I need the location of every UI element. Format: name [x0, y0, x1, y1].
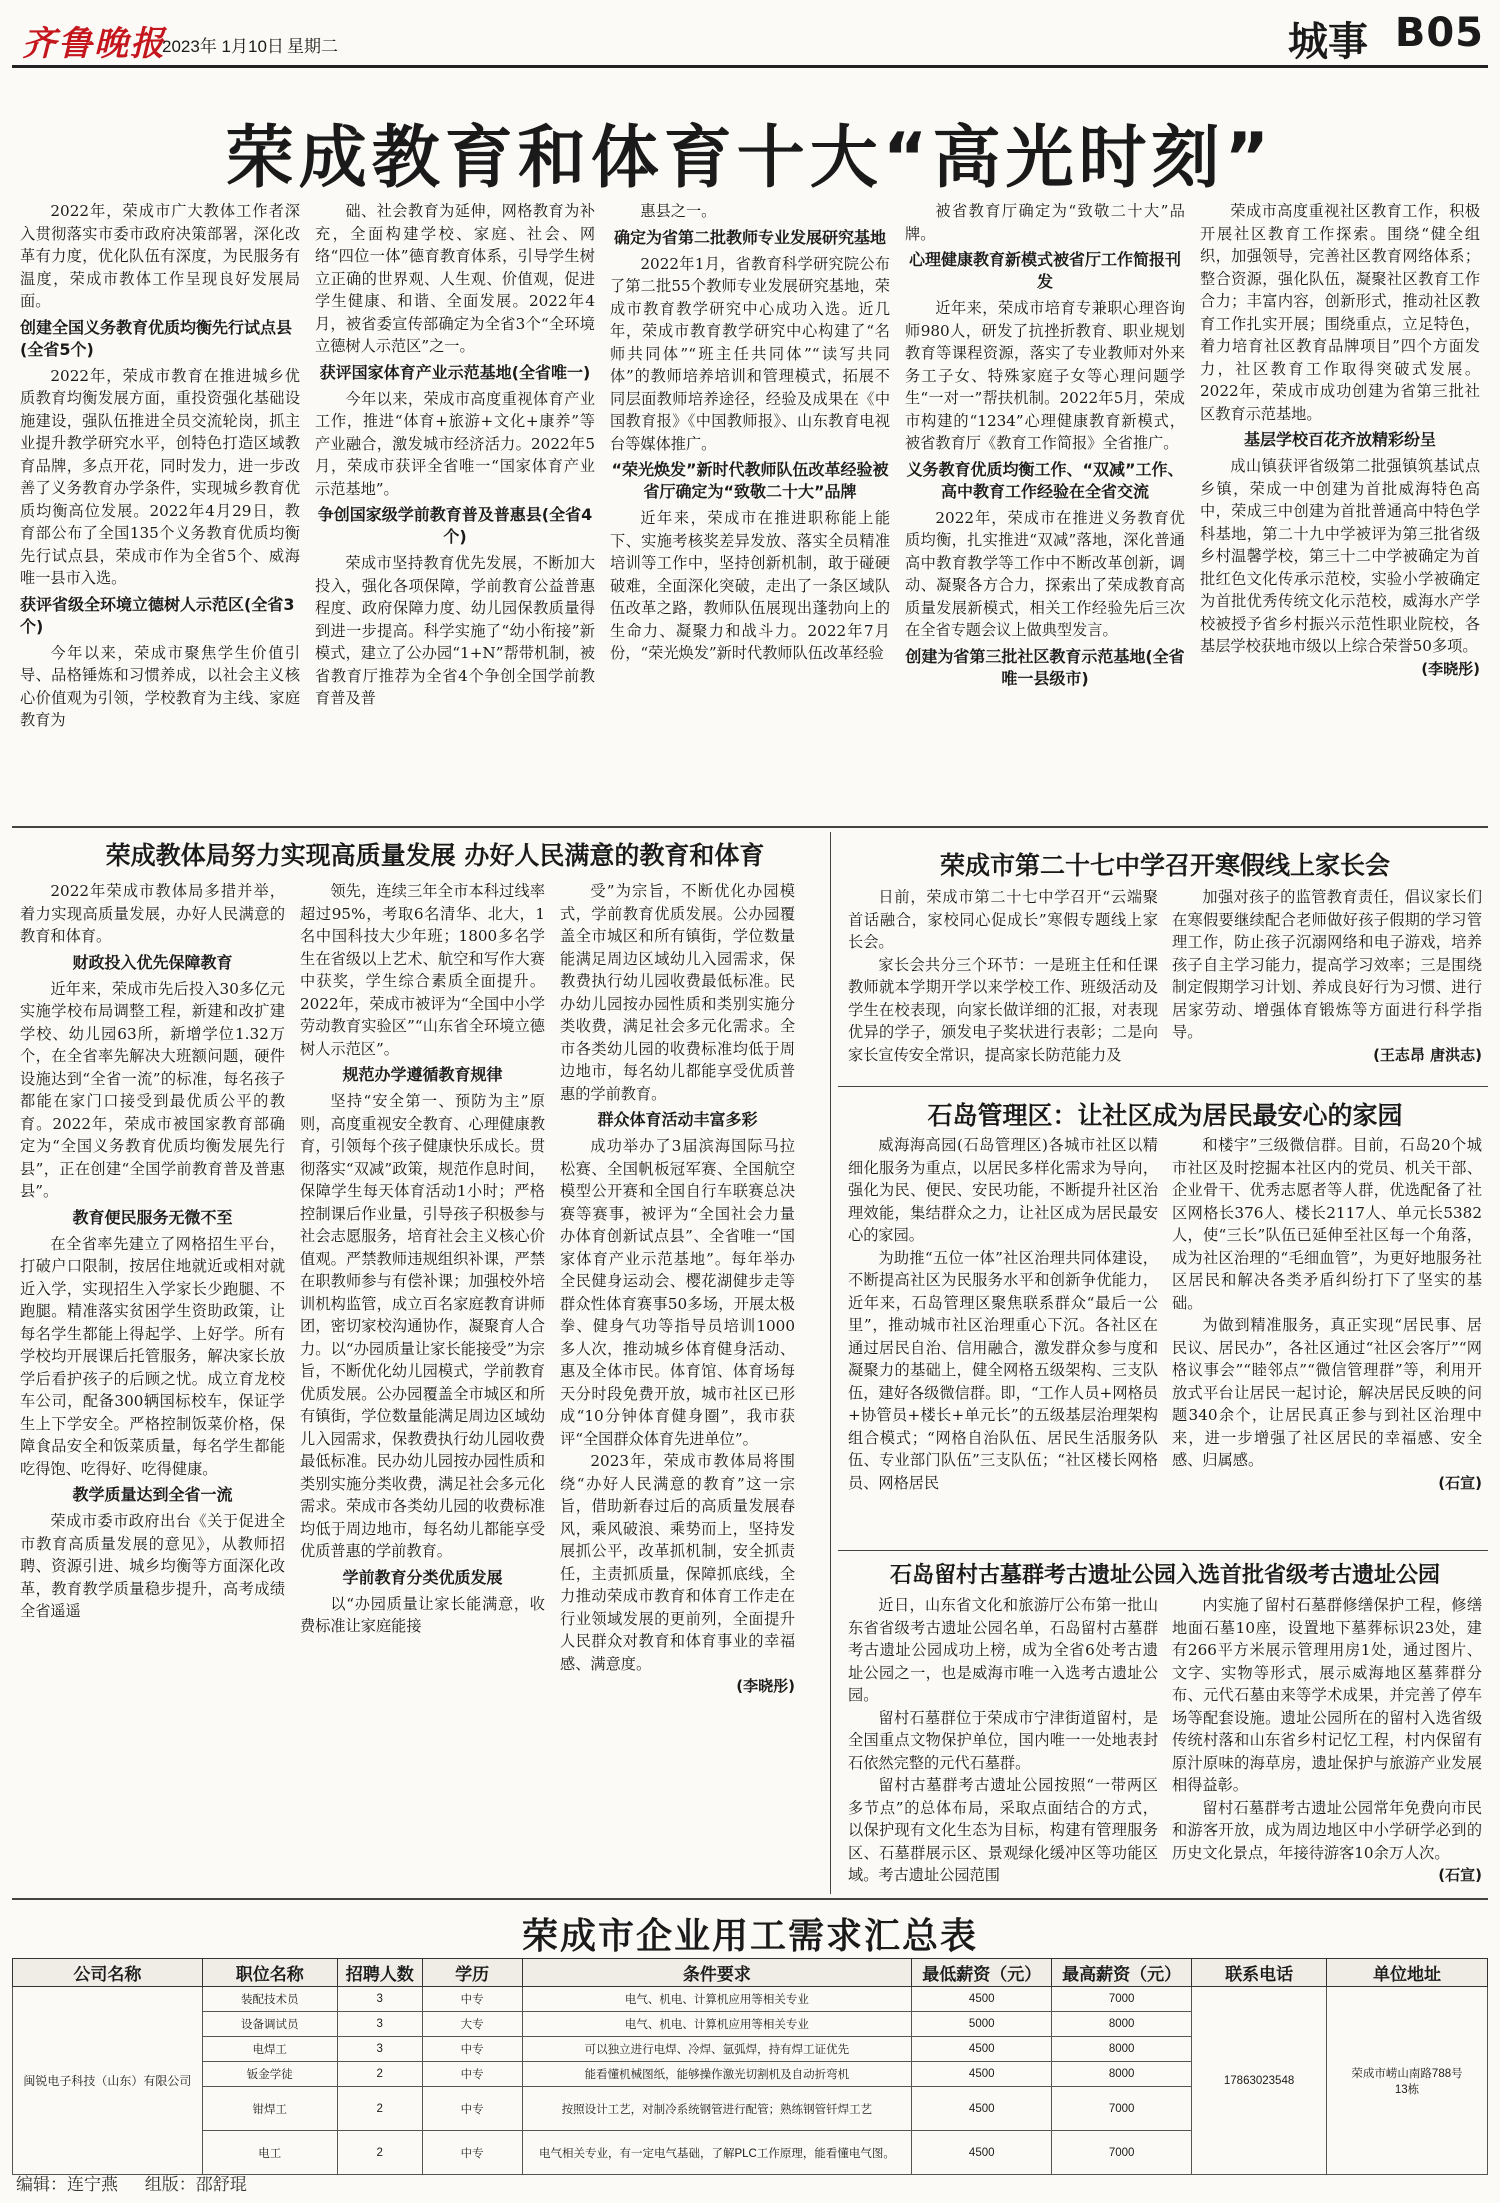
- subheading: 心理健康教育新模式被省厅工作简报刊发: [908, 250, 1181, 291]
- column-header: 最低薪资（元）: [912, 1959, 1052, 1987]
- subheading: 创建为省第三批社区教育示范基地(全省唯一县级市): [905, 646, 1185, 688]
- table-cell: 钳焊工: [202, 2087, 337, 2131]
- paragraph: 近年来，荣成市培育专兼职心理咨询师980人，研发了抗挫折教育、职业规划教育等课程资源，落实了专业教师对外来务工子女、特殊家庭子女等心理问题学生“一对一”帮扶机制。2022年5月，荣成市构建的“1234”心理健康教育新模式，被省教育厅《教育工作简报》全省推广。: [905, 299, 1185, 452]
- subheading: 基层学校百花齐放精彩纷呈: [1243, 430, 1436, 449]
- table-cell: 2: [337, 2087, 422, 2131]
- paragraph: 成山镇获评省级第二批强镇筑基试点乡镇，荣成一中创建为首批威海特色高中，荣成三中创建为首批普通高中特色学科基地，第二十九中学被评为第三批省级乡村温馨学校，第三十二中学被确定为首批红色文化传承示范校，实验小学被确定为首批优秀传统文化示范校，威海水产学校被授予省乡村振兴示范性职业院校，各基层学校获地市级以上综合荣誉50多项。: [1200, 457, 1480, 655]
- paragraph: 在全省率先建立了网格招生平台，打破户口限制，按居住地就近或相对就近入学，实现招生入学家长少跑腿、不跑腿。精准落实贫困学生资助政策，让每名学生都能上得起学、上好学。所有学校均开展课后托管服务，解决家长放学后看护孩子的后顾之忧。成立育龙校车公司，配备300辆国标校车，保证学生上下学安全。严格控制饭菜价格，保障食品安全和饭菜质量，每名学生都能吃得饱、吃得好、吃得健康。: [20, 1234, 285, 1478]
- table-cell: 3: [337, 1987, 422, 2012]
- paragraph: 2022年，荣成市教育在推进城乡优质教育均衡发展方面，重投资强化基础设施建设，强队伍推进全员交流轮岗，抓主业提升教学研究水平，创特色打造区域教育品牌，多点开花，同时发力，进一步改善了义务教育办学条件，实现城乡教育优质均衡高位发展。2022年4月29日，教育部公布了全国135个义务教育优质均衡先行试点县，荣成市作为全省5个、威海唯一县市入选。: [20, 366, 300, 587]
- paragraph: 近年来，荣成市先后投入30多亿元实施学校布局调整工程，新建和改扩建学校、幼儿园63所，新增学位1.32万个，在全省率先解决大班额问题，硬件设施达到“全省一流”的标准，每名孩子都能在家门口接受到最优质公平的教育。2022年，荣成市被国家教育部确定为“全国义务教育优质均衡发展先行县”，正在创建“全国学前教育普及普惠县”。: [20, 979, 285, 1200]
- story5-column-2: [1172, 1594, 1482, 1890]
- table-cell: 2: [337, 2131, 422, 2175]
- table-cell: 4500: [912, 2087, 1052, 2131]
- paragraph: 和楼宇”三级微信群。目前，石岛20个城市社区及时挖掘本社区内的党员、机关干部、企业骨干、优秀志愿者等人群，优选配备了社区网格长376人、楼长2117人、单元长5382人，使“三长”队伍已延伸至社区每一个角落，成为社区治理的“毛细血管”，为更好地服务社区居民和解决各类矛盾纠纷打下了坚实的基础。: [1172, 1136, 1482, 1312]
- table-header-row: [13, 1959, 1488, 1987]
- table-cell: 5000: [912, 2012, 1052, 2037]
- story4-column-2: [1172, 1134, 1482, 1544]
- table-cell: 中专: [422, 2062, 522, 2087]
- paragraph: 2023年，荣成市教体局将围绕“办好人民满意的教育”这一宗旨，借助新春过后的高质量发展春风，乘风破浪、乘势而上，坚持发展抓公平，改革抓机制，安全抓责任，主责抓质量，保障抓底线，全力推动荣成市教育和体育工作走在行业领域发展的更前列，全面提升人民群众对教育和体育事业的幸福感、满意度。: [560, 1452, 795, 1673]
- issue-weekday: 星期二: [287, 37, 338, 56]
- table-row: [13, 1987, 1488, 2012]
- subheading: 教育便民服务无微不至: [72, 1207, 233, 1227]
- story3-column-2: [1172, 886, 1482, 1066]
- paragraph: 近年来，荣成市在推进职称能上能下、实施考核奖差异发放、落实全员精准培训等工作中，坚持创新机制，敢于碰硬破难，全面深化突破，走出了一条区域队伍改革之路，教师队伍展现出蓬勃向上的生命力、凝聚力和战斗力。2022年7月份，“荣光焕发”新时代教师队伍改革经验: [610, 509, 890, 662]
- paragraph: 内实施了留村石墓群修缮保护工程，修缮地面石墓10座，设置地下墓葬标识23处，建有266平方米展示管理用房1处，通过图片、文字、实物等形式，展示威海地区墓葬群分布、元代石墓由来等学术成果，并完善了停车场等配套设施。遗址公园所在的留村入选省级传统村落和山东省乡村记忆工程，村内保留有原汁原味的海草房，遗址保护与旅游产业发展相得益彰。: [1172, 1596, 1482, 1794]
- story2-column-3: [560, 880, 795, 1890]
- byline: (王志昂 唐洪志): [1373, 1045, 1482, 1064]
- byline: (李晓彤): [1421, 659, 1480, 678]
- byline: (李晓彤): [736, 1677, 795, 1695]
- column-header: 条件要求: [522, 1959, 912, 1987]
- table-cell: 按照设计工艺，对制冷系统钢管进行配管；熟练钢管钎焊工艺: [522, 2087, 912, 2131]
- paragraph: 荣成市坚持教育优先发展，不断加大投入，强化各项保障，学前教育公益普惠程度、政府保障力度、幼儿园保教质量得到进一步提高。科学实施了“幼小衔接”新模式，建立了公办园“1+N”帮带机制，被省教育厅推荐为全省4个争创全国学前教育普及普: [315, 554, 595, 707]
- story1-column-2: [315, 200, 595, 820]
- paragraph: 被省教育厅确定为“致敬二十大”品牌。: [905, 202, 1185, 243]
- table-cell: 7000: [1052, 2087, 1192, 2131]
- table-cell: 8000: [1052, 2012, 1192, 2037]
- story2-title: 荣成教体局努力实现高质量发展 办好人民满意的教育和体育: [105, 841, 765, 870]
- table-cell: 可以独立进行电焊、冷焊、氩弧焊，持有焊工证优先: [522, 2037, 912, 2062]
- paragraph: 惠县之一。: [640, 202, 717, 220]
- table-cell: 电气相关专业，有一定电气基础，了解PLC工作原理，能看懂电气图。: [522, 2131, 912, 2175]
- table-cell: 设备调试员: [202, 2012, 337, 2037]
- paragraph: 为助推“五位一体”社区治理共同体建设，不断提高社区为民服务水平和创新争优能力，近年来，石岛管理区聚焦联系群众“最后一公里”，推动城市社区治理重心下沉。各社区在通过居民自治、信用融合，激发群众参与度和凝聚力的基础上，健全网格五级架构、三支队伍，建好各级微信群。即，“工作人员+网格员+协管员+楼长+单元长”的五级基层治理架构组合模式；“网格自治队伍、居民生活服务队伍、专业部门队伍”三支队伍；“社区楼长网格员、网格居民: [848, 1248, 1158, 1492]
- table-cell: 钣金学徒: [202, 2062, 337, 2087]
- paragraph: 今年以来，荣成市聚焦学生价值引导、品格锤炼和习惯养成，以社会主义核心价值观为引领，学校教育为主线、家庭教育为: [20, 643, 300, 729]
- paragraph: 2022年1月，省教育科学研究院公布了第二批55个教师专业发展研究基地，荣成市教育教学研究中心成功入选。近几年，荣成市教育教学研究中心构建了“名师共同体”“班主任共同体”“读写共同体”的教师培养培训和管理模式，拓展不同层面教师培养途径，经验及成果在《中国教育报》《中国教师报》、山东教育电视台等媒体推广。: [610, 254, 890, 453]
- paragraph: 以“办园质量让家长能满意，收费标准让家庭能接: [300, 1594, 545, 1635]
- paragraph: 领先，连续三年全市本科过线率超过95%，考取6名清华、北大，1名中国科技大少年班；1800多名学生在省级以上艺术、航空和写作大赛中获奖，学生综合素质全面提升。2022年，荣成市被评为“全国中小学劳动教育实验区”“山东省全环境立德树人示范区”。: [300, 882, 545, 1058]
- table-cell: 中专: [422, 1987, 522, 2012]
- byline: (石宣): [1438, 1866, 1482, 1884]
- table-cell: 中专: [422, 2087, 522, 2131]
- table-cell: 电气、机电、计算机应用等相关专业: [522, 1987, 912, 2012]
- story3-column-1: [848, 886, 1158, 1066]
- paragraph: 留村古墓群考古遗址公园按照“一带两区多节点”的总体布局，采取点面结合的方式，以保护现有文化生态为目标，构建有管理服务区、石墓群展示区、景观绿化缓冲区等功能区域。考古遗址公园范围: [848, 1776, 1158, 1884]
- table-cell: 电气、机电、计算机应用等相关专业: [522, 2012, 912, 2037]
- column-header: 学历: [422, 1959, 522, 1987]
- divider: [12, 826, 1488, 828]
- story1-column-3: [610, 200, 890, 820]
- subheading: 群众体育活动丰富多彩: [597, 1110, 758, 1129]
- phone-cell: 17863023548: [1192, 1987, 1327, 2175]
- table-cell: 8000: [1052, 2037, 1192, 2062]
- divider: [12, 1898, 1488, 1900]
- column-header: 联系电话: [1192, 1959, 1327, 1987]
- paragraph: 今年以来，荣成市高度重视体育产业工作，推进“体育+旅游+文化+康养”等产业融合，激发城市经济活力。2022年5月，荣成市获评全省唯一“国家体育产业示范基地”。: [315, 389, 595, 498]
- paragraph: 威海海高园(石岛管理区)各城市社区以精细化服务为重点，以居民多样化需求为导向，强化为民、便民、安民功能，不断提升社区治理效能，集结群众之力，让社区成为居民最安心的家园。: [848, 1136, 1158, 1244]
- story5-title: 石岛留村古墓群考古遗址公园入选首批省级考古遗址公园: [889, 1563, 1440, 1588]
- subheading: 义务教育优质均衡工作、“双减”工作、高中教育工作经验在全省交流: [906, 459, 1184, 501]
- table-cell: 装配技术员: [202, 1987, 337, 2012]
- subheading: “荣光焕发”新时代教师队伍改革经验被省厅确定为“致敬二十大”品牌: [611, 460, 889, 501]
- paragraph: 近日，山东省文化和旅游厅公布第一批山东省省级考古遗址公园名单，石岛留村古墓群考古遗址公园成功上榜，成为全省6处考古遗址公园之一，也是威海市唯一入选考古遗址公园。: [848, 1596, 1158, 1704]
- jobs-table-title: 荣成市企业用工需求汇总表: [521, 1916, 978, 1957]
- subheading: 争创国家级学前教育普及普惠县(全省4个): [317, 505, 593, 546]
- paragraph: 受”为宗旨，不断优化办园模式，学前教育优质发展。公办园覆盖全市城区和所有镇街，学位数量能满足周边区域幼儿入园需求，保教费执行幼儿园收费最低标准。民办幼儿园按办园性质和类别实施分类收费，满足社会多元化需求。全市各类幼儿园的收费标准均低于周边地市，每名幼儿都能享受优质普惠的学前教育。: [560, 882, 795, 1103]
- page-footer: [16, 2170, 269, 2195]
- divider: [838, 1086, 1488, 1087]
- column-header: 职位名称: [202, 1959, 337, 1987]
- company-name-cell: 闽锐电子科技（山东）有限公司: [13, 1987, 203, 2175]
- byline: (石宣): [1438, 1473, 1482, 1492]
- divider: [838, 1550, 1488, 1551]
- layout-credit: 组版：邵舒琨: [144, 2175, 247, 2194]
- paragraph: 荣成市委市政府出台《关于促进全市教育高质量发展的意见》，从教师招聘、资源引进、城乡均衡等方面深化改革，教育教学质量稳步提升，高考成绩全省遥遥: [20, 1512, 285, 1620]
- story3-title: 荣成市第二十七中学召开寒假线上家长会: [939, 851, 1390, 880]
- story1-column-5: [1200, 200, 1480, 820]
- paragraph: 2022年，荣成市在推进义务教育优质均衡，扎实推进“双减”落地，深化普通高中教育教学等工作中不断改革创新，调动、凝聚各方合力，探索出了荣成教育高质量发展新模式，相关工作经验先后三次在全省专题会议上做典型发言。: [905, 508, 1185, 639]
- page-number: B05: [1394, 10, 1484, 56]
- editor-credit: 编辑：连宁燕: [16, 2175, 118, 2194]
- table-cell: 电焊工: [202, 2037, 337, 2062]
- subheading: 财政投入优先保障教育: [72, 952, 233, 972]
- paragraph: 坚持“安全第一、预防为主”原则，高度重视安全教育、心理健康教育，引领每个孩子健康快乐成长。贯彻落实“双减”政策，规范作息时间，保障学生每天体育活动1小时；严格控制课后作业量，引导孩子积极参与社会志愿服务，培育社会主义核心价值观。严禁教师违规组织补课，严禁在职教师参与有偿补课；加强校外培训机构监管，成立百名家庭教育讲师团，密切家校沟通协作，凝聚育人合力。以“办园质量让家长能接受”为宗旨，不断优化幼儿园模式，学前教育优质发展。公办园覆盖全市城区和所有镇街，学位数量能满足周边区域幼儿入园需求，保教费执行幼儿园收费最低标准。民办幼儿园按办园性质和类别实施分类收费，满足社会多元化需求。荣成市各类幼儿园的收费标准均低于周边地市，每名幼儿都能享受优质普惠的学前教育。: [300, 1092, 545, 1560]
- paragraph: 成功举办了3届滨海国际马拉松赛、全国帆板冠军赛、全国航空模型公开赛和全国自行车联赛总决赛等赛事，被评为“全国社会力量办体育创新试点县”、全省唯一“国家体育产业示范基地”。每年举办全民健身运动会、樱花湖健步走等群众性体育赛事50多场，开展太极拳、健身气功等指导员培训1000多人次，推动城乡体育健身活动、惠及全体市民。体育馆、体育场每天分时段免费开放，城市社区已形成“10分钟体育健身圈”，我市获评“全国群众体育先进单位”。: [560, 1137, 795, 1448]
- column-header: 单位地址: [1327, 1959, 1488, 1987]
- paragraph: 留村石墓群考古遗址公园常年免费向市民和游客开放，成为周边地区中小学研学必到的历史文化景点，年接待游客10余万人次。: [1172, 1798, 1482, 1862]
- table-cell: 2: [337, 2062, 422, 2087]
- table-cell: 4500: [912, 2037, 1052, 2062]
- table-cell: 4500: [912, 2131, 1052, 2175]
- paragraph: 2022年，荣成市广大教体工作者深入贯彻落实市委市政府决策部署，深化改革有力度，优化队伍有深度，为民服务有温度，荣成市教体工作呈现良好发展局面。: [20, 202, 300, 310]
- table-cell: 7000: [1052, 1987, 1192, 2012]
- subheading: 获评国家体育产业示范基地(全省唯一): [319, 362, 591, 382]
- table-cell: 7000: [1052, 2131, 1192, 2175]
- paragraph: 础、社会教育为延伸，网格教育为补充，全面构建学校、家庭、社会、网络“四位一体”德育教育体系，引导学生树立正确的世界观、人生观、价值观，促进学生健康、和谐、全面发展。2022年4月，被省委宣传部确定为全省3个“全环境立德树人示范区”之一。: [315, 202, 595, 355]
- table-cell: 中专: [422, 2131, 522, 2175]
- column-header: 招聘人数: [337, 1959, 422, 1987]
- jobs-table: [12, 1958, 1488, 2175]
- section-name: 城事: [1288, 19, 1368, 65]
- paragraph: 日前，荣成市第二十七中学召开“云端聚首话融合，家校同心促成长”寒假专题线上家长会。: [848, 888, 1158, 951]
- table-cell: 3: [337, 2012, 422, 2037]
- story4-column-1: [848, 1134, 1158, 1544]
- story5-column-1: [848, 1594, 1158, 1890]
- table-cell: 4500: [912, 2062, 1052, 2087]
- subheading: 确定为省第二批教师专业发展研究基地: [613, 227, 886, 247]
- table-cell: 3: [337, 2037, 422, 2062]
- column-header: 最高薪资（元）: [1052, 1959, 1192, 1987]
- subheading: 获评省级全环境立德树人示范区(全省3个): [20, 594, 295, 636]
- subheading: 学前教育分类优质发展: [342, 1567, 503, 1587]
- newspaper-logo: 齐鲁晚报: [22, 24, 166, 64]
- paragraph: 加强对孩子的监管教育责任，倡议家长们在寒假要继续配合老师做好孩子假期的学习管理工作，防止孩子沉溺网络和电子游戏，培养孩子自主学习能力，提高学习效率；三是围绕制定假期学习计划、养成良好行为习惯、进行居家劳动、增强体育锻炼等方面进行科学指导。: [1172, 888, 1482, 1041]
- table-cell: 8000: [1052, 2062, 1192, 2087]
- table-cell: 大专: [422, 2012, 522, 2037]
- address-cell: 荣成市崂山南路788号13栋: [1327, 1987, 1488, 2175]
- paragraph: 为做到精准服务，真正实现“居民事、居民议、居民办”，各社区通过“社区会客厅”“网格议事会”“睦邻点”“微信管理群”等，利用开放式平台让居民一起讨论，解决居民反映的问题340余个，让居民真正参与到社区治理中来，进一步增强了社区居民的幸福感、安全感、归属感。: [1172, 1316, 1482, 1469]
- masthead: [12, 10, 1488, 68]
- story2-column-2: [300, 880, 545, 1890]
- column-header: 公司名称: [13, 1959, 203, 1987]
- table-cell: 能看懂机械图纸，能够操作激光切割机及自动折弯机: [522, 2062, 912, 2087]
- paragraph: 2022年荣成市教体局多措并举，着力实现高质量发展，办好人民满意的教育和体育。: [20, 882, 285, 945]
- paragraph: 留村石墓群位于荣成市宁津街道留村，是全国重点文物保护单位，国内唯一一处地表封石依然完整的元代石墓群。: [848, 1708, 1158, 1772]
- subheading: 规范办学遵循教育规律: [342, 1065, 503, 1084]
- paragraph: 荣成市高度重视社区教育工作，积极开展社区教育工作探索。围绕“健全组织，加强领导，完善社区教育网络体系；整合资源，强化队伍，凝聚社区教育工作合力；丰富内容，创新形式，推动社区教育工作扎实开展；围绕重点，立足特色，着力培育社区教育品牌项目”四个方面发力，社区教育工作取得突破式发展。2022年，荣成市成功创建为省第三批社区教育示范基地。: [1200, 202, 1480, 423]
- story1-column-4: [905, 200, 1185, 820]
- main-headline: 荣成教育和体育十大“高光时刻”: [225, 119, 1275, 198]
- table-cell: 电工: [202, 2131, 337, 2175]
- table-cell: 4500: [912, 1987, 1052, 2012]
- subheading: 创建全国义务教育优质均衡先行试点县(全省5个): [20, 317, 293, 359]
- subheading: 教学质量达到全省一流: [72, 1485, 233, 1504]
- story2-column-1: [20, 880, 285, 1890]
- paragraph: 家长会共分三个环节：一是班主任和任课教师就本学期开学以来学校工作、班级活动及学生在校表现，向家长做详细的汇报，对表现优异的学子，颁发电子奖状进行表彰；二是向家长宣传安全常识，提高家长防范能力及: [848, 955, 1158, 1064]
- story4-title: 石岛管理区：让社区成为居民最安心的家园: [927, 1101, 1403, 1130]
- column-divider: [830, 832, 831, 1894]
- issue-date: 2023年 1月10日: [162, 37, 284, 56]
- story1-column-1: [20, 200, 300, 820]
- table-cell: 中专: [422, 2037, 522, 2062]
